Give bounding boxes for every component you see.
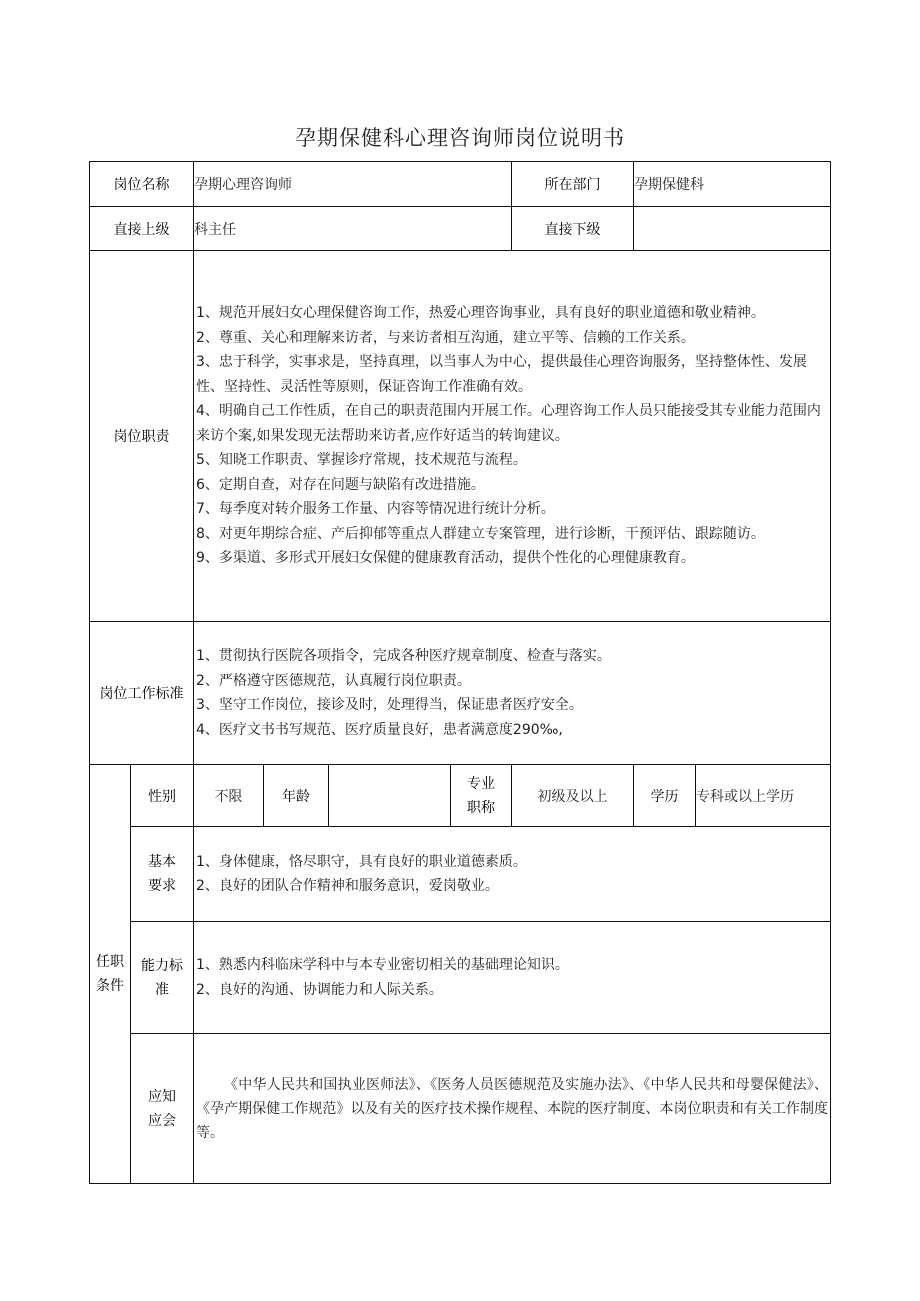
dept-label: 所在部门: [512, 162, 634, 207]
subordinate-label: 直接下级: [512, 207, 634, 251]
standard-item: 2、严格遵守医德规范，认真履行岗位职责。: [196, 672, 471, 689]
duty-item: 3、忠于科学，实事求是，坚持真理，以当事人为中心，提供最佳心理咨询服务，坚持整体性、发展性、坚持性、灵活性等原则，保证咨询工作准确有效。: [196, 354, 807, 395]
gender-value: 不限: [194, 765, 264, 827]
row-superior: [90, 207, 831, 251]
row-standards: [90, 622, 831, 765]
qualification-label: 任职 条件: [90, 765, 131, 1184]
standard-item: 1、贯彻执行医院各项指令，完成各种医疗规章制度、检查与落实。: [196, 648, 611, 664]
edu-label: 学历: [634, 765, 696, 827]
age-label: 年龄: [264, 765, 329, 827]
ability-content: [194, 922, 831, 1034]
row-post-name: [90, 162, 831, 207]
standard-label: 岗位工作标准: [90, 622, 194, 765]
duty-item: 8、对更年期综合症、产后抑郁等重点人群建立专案管理，进行诊断，干预评估、跟踪随访。: [196, 525, 765, 542]
knowledge-label: 应知 应会: [131, 1034, 194, 1184]
duty-item: 5、知晓工作职责、掌握诊疗常规，技术规范与流程。: [196, 452, 527, 469]
basic-item: 1、身体健康，恪尽职守，具有良好的职业道德素质。: [196, 853, 527, 870]
post-name-label: 岗位名称: [90, 162, 194, 207]
duty-item: 4、明确自己工作性质，在自己的职责范围内开展工作。心理咨询工作人员只能接受其专业能力范围内来访个案,如果发现无法帮助来访者,应作好适当的转询建议。: [196, 403, 821, 444]
ability-item: 1、熟悉内科临床学科中与本专业密切相关的基础理论知识。: [196, 957, 569, 973]
ability-item: 2、良好的沟通、协调能力和人际关系。: [196, 981, 443, 998]
row-basic-info: [90, 765, 831, 827]
duty-item: 2、尊重、关心和理解来访者，与来访者相互沟通，建立平等、信赖的工作关系。: [196, 329, 695, 346]
subordinate-value: [634, 207, 831, 251]
row-knowledge: [90, 1034, 831, 1184]
knowledge-text: 《中华人民共和国执业医师法》、《医务人员医德规范及实施办法》、《中华人民共和母婴保健法》、《孕产期保健工作规范》以及有关的医疗技术操作规程、本院的医疗制度、本岗位职责和有关工作制度等。: [196, 1076, 828, 1141]
duties-content: [194, 251, 831, 622]
superior-label: 直接上级: [90, 207, 194, 251]
post-name-value: 孕期心理咨询师: [194, 162, 512, 207]
gender-label: 性别: [131, 765, 194, 827]
duty-item: 6、定期自查，对存在问题与缺陷有改进措施。: [196, 476, 485, 493]
standard-item: 3、坚守工作岗位，接诊及时，处理得当，保证患者医疗安全。: [196, 697, 583, 713]
basic-content: [194, 827, 831, 922]
basic-item: 2、良好的团队合作精神和服务意识，爱岗敬业。: [196, 878, 499, 894]
row-basic-requirements: [90, 827, 831, 922]
duty-item: 1、规范开展妇女心理保健咨询工作，热爱心理咨询事业，具有良好的职业道德和敬业精神。: [196, 305, 765, 322]
prof-title-label: 专业 职称: [451, 765, 512, 827]
row-duties: [90, 251, 831, 622]
standards-content: [194, 622, 831, 765]
job-description-table: [89, 161, 831, 1184]
row-ability: [90, 922, 831, 1034]
knowledge-content: [194, 1034, 831, 1184]
edu-value: 专科或以上学历: [696, 765, 831, 827]
dept-value: 孕期保健科: [634, 162, 831, 207]
duty-item: 9、多渠道、多形式开展妇女保健的健康教育活动，提供个性化的心理健康教育。: [196, 550, 695, 567]
standard-item: 4、医疗文书书写规范、医疗质量良好，患者满意度290‰,: [196, 721, 563, 738]
basic-label: 基本 要求: [131, 827, 194, 922]
ability-label: 能力标 准: [131, 922, 194, 1034]
duty-item: 7、每季度对转介服务工作量、内容等情况进行统计分析。: [196, 501, 555, 518]
prof-title-value: 初级及以上: [512, 765, 634, 827]
duties-label: 岗位职责: [90, 251, 194, 622]
age-value: [329, 765, 451, 827]
page-title: 孕期保健科心理咨询师岗位说明书: [295, 126, 625, 150]
superior-value: 科主任: [194, 207, 512, 251]
